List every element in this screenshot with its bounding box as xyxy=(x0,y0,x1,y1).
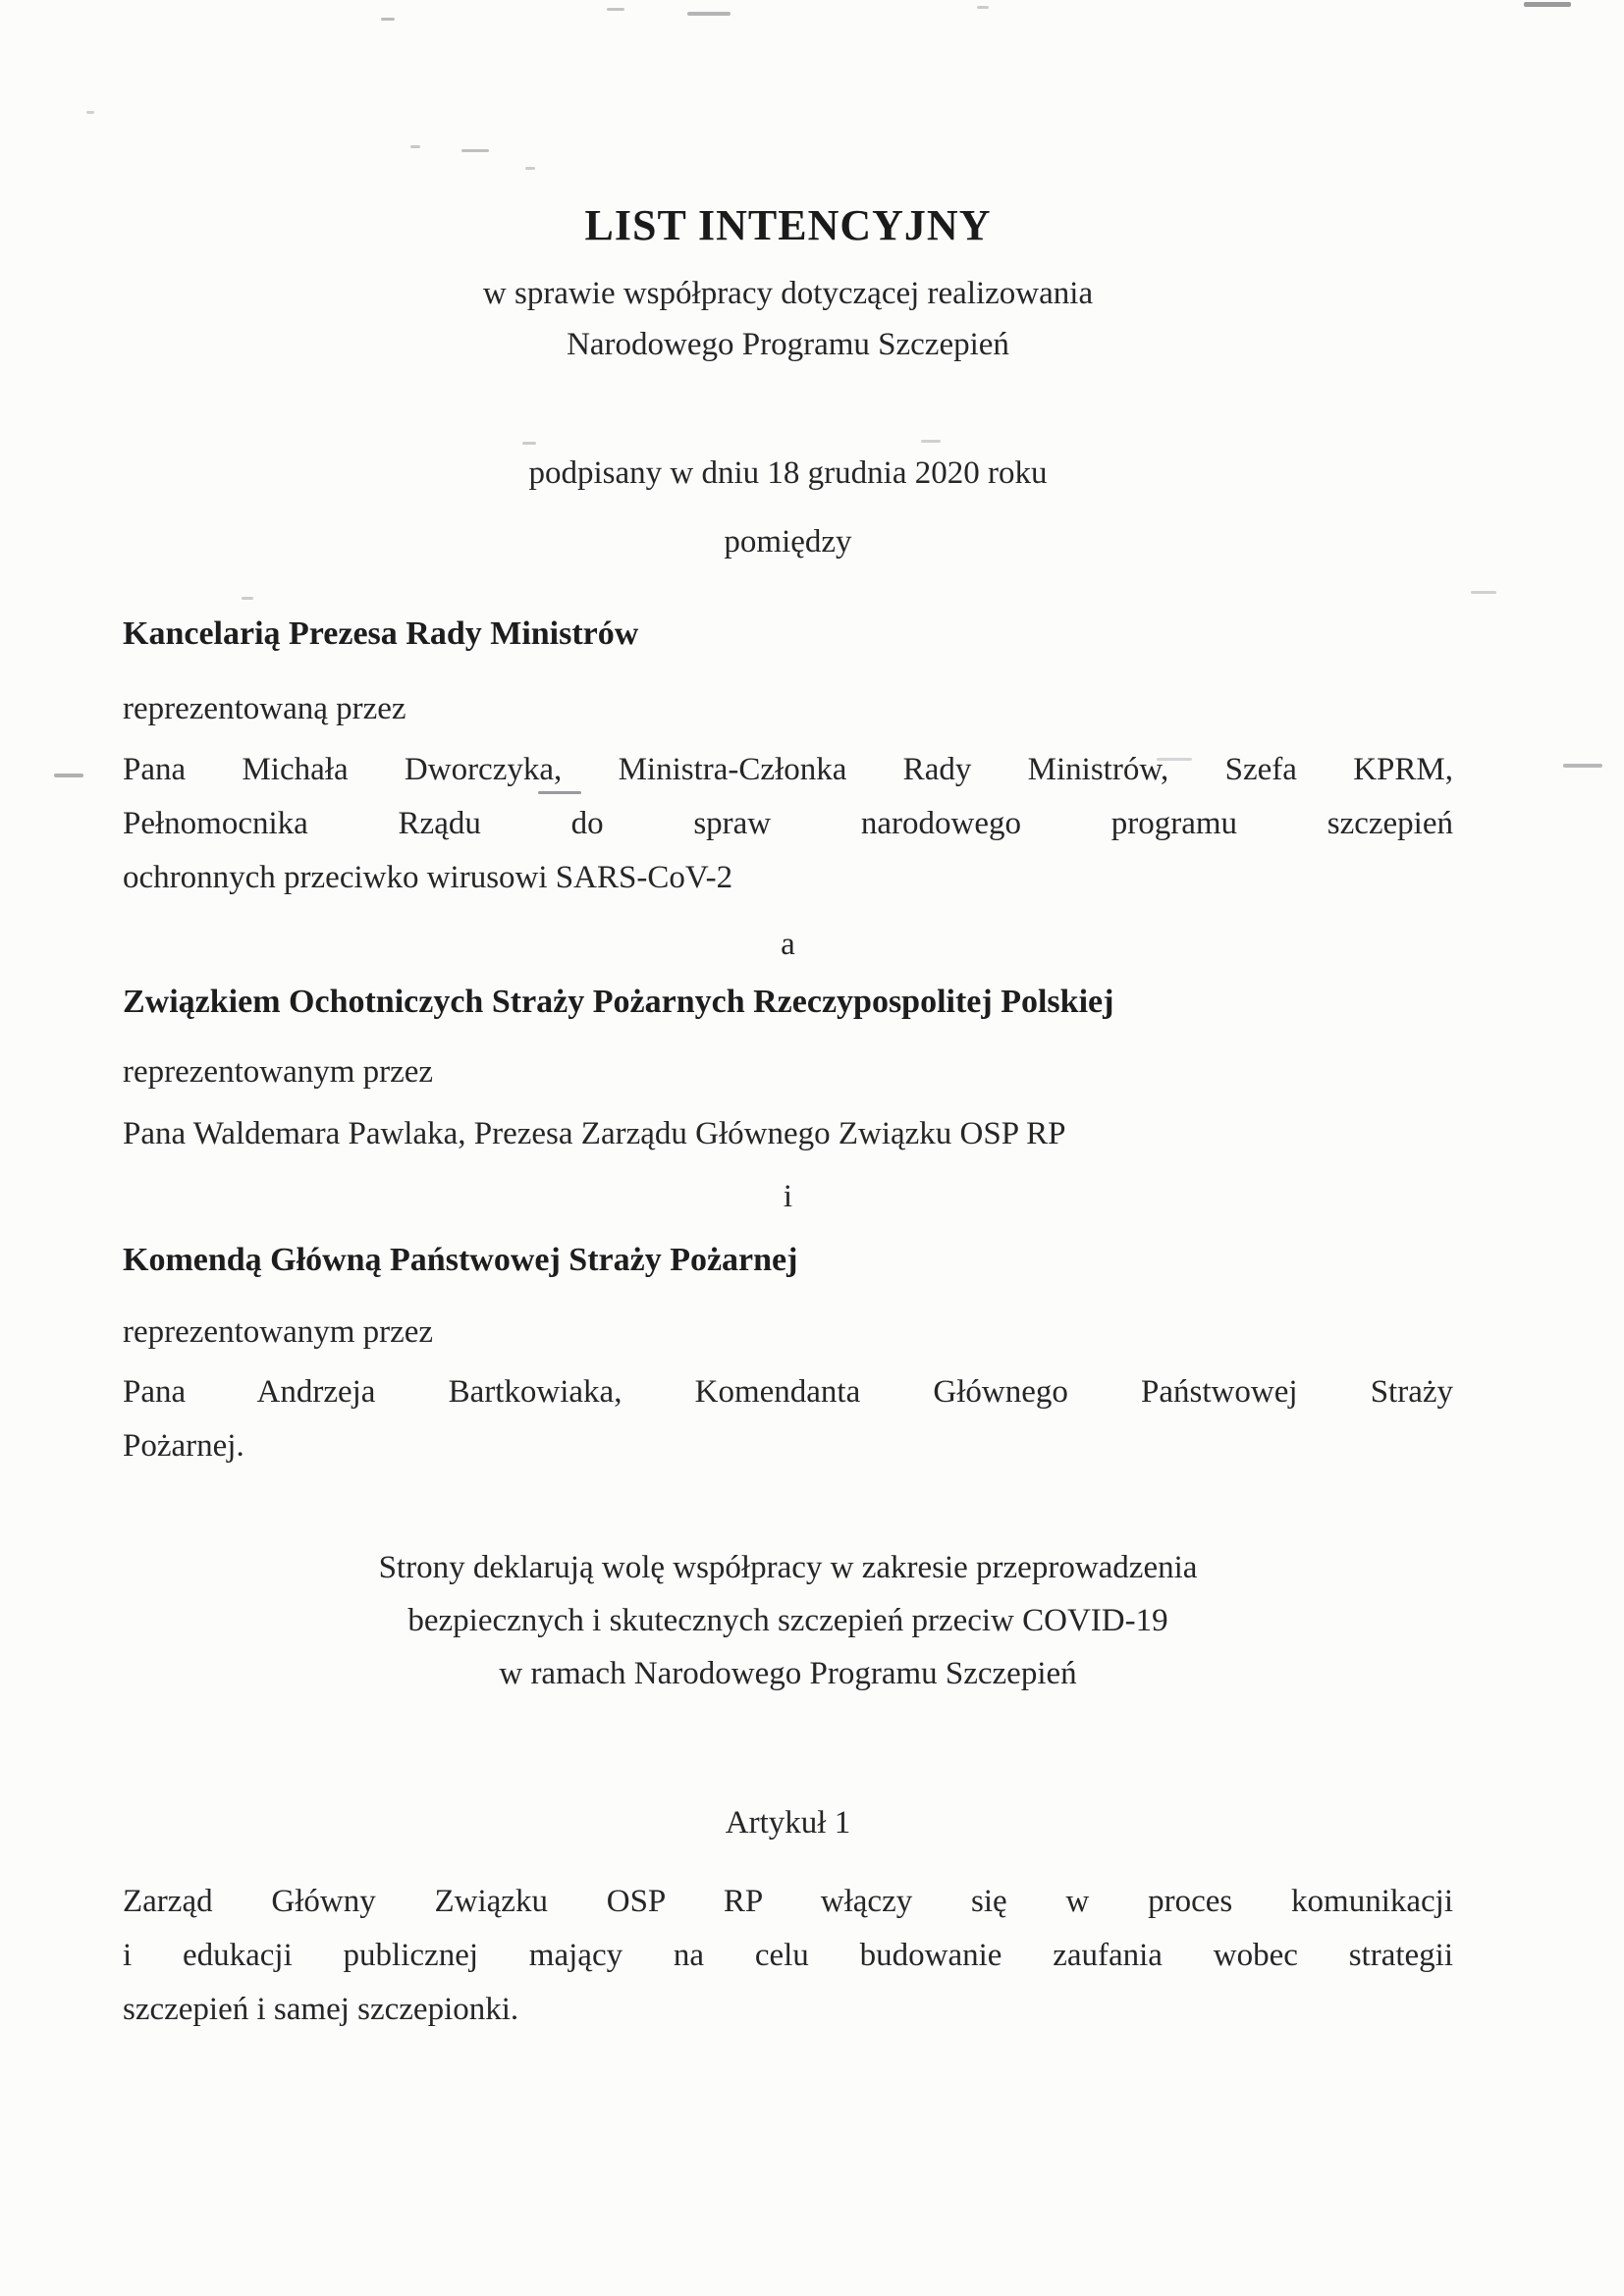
article-1-body-line-3: szczepień i samej szczepionki. xyxy=(123,1992,519,2027)
article-1-body-line-2: i edukacji publicznej mający na celu budowanie zaufania wobec strategii xyxy=(123,1938,1453,1973)
scan-artifact xyxy=(921,440,941,443)
scan-artifact xyxy=(525,167,535,170)
article-1-heading: Artykuł 1 xyxy=(725,1805,851,1841)
scan-artifact xyxy=(522,442,536,445)
party-separator-i: i xyxy=(783,1179,793,1214)
scan-artifact xyxy=(461,149,489,152)
party-1-representative-line-1: Pana Michała Dworczyka, Ministra-Członka Rady Ministrów, Szefa KPRM, xyxy=(123,752,1453,787)
declaration-line-1: Strony deklarują wolę współpracy w zakresie przeprowadzenia xyxy=(378,1550,1198,1585)
party-3-name: Komendą Główną Państwowej Straży Pożarnej xyxy=(123,1242,798,1278)
scan-artifact xyxy=(1524,2,1571,7)
party-separator-a: a xyxy=(781,927,795,962)
party-1-representative-line-2: Pełnomocnika Rządu do spraw narodowego programu szczepień xyxy=(123,806,1453,841)
party-2-representative-line-1: Pana Waldemara Pawlaka, Prezesa Zarządu Głównego Związku OSP RP xyxy=(123,1116,1066,1151)
scan-artifact xyxy=(381,18,395,21)
scan-artifact xyxy=(977,6,989,9)
article-1-paragraph xyxy=(123,1875,1453,2037)
between-word: pomiędzy xyxy=(724,524,852,560)
party-3-representative-line-1: Pana Andrzeja Bartkowiaka, Komendanta Głównego Państwowej Straży xyxy=(123,1374,1453,1410)
party-2-represented-by-label: reprezentowanym przez xyxy=(123,1054,434,1090)
signed-date-line: podpisany w dniu 18 grudnia 2020 roku xyxy=(528,455,1048,491)
party-1-name: Kancelarią Prezesa Rady Ministrów xyxy=(123,615,639,652)
party-1-representative-paragraph xyxy=(123,743,1453,905)
scan-artifact xyxy=(54,774,83,777)
scan-artifact xyxy=(1563,764,1602,768)
party-1-represented-by-label: reprezentowaną przez xyxy=(123,691,406,726)
scan-artifact xyxy=(86,111,94,114)
party-2-name: Związkiem Ochotniczych Straży Pożarnych Rzeczypospolitej Polskiej xyxy=(123,984,1114,1020)
scan-artifact xyxy=(1471,591,1496,594)
party-3-representative-line-2: Pożarnej. xyxy=(123,1428,244,1464)
document-subtitle-line-2: Narodowego Programu Szczepień xyxy=(567,327,1009,362)
party-3-represented-by-label: reprezentowanym przez xyxy=(123,1314,434,1350)
article-1-body-line-1: Zarząd Główny Związku OSP RP włączy się w proces komunikacji xyxy=(123,1884,1453,1919)
scan-artifact xyxy=(607,8,624,11)
declaration-line-3: w ramach Narodowego Programu Szczepień xyxy=(499,1656,1077,1691)
scan-artifact xyxy=(687,12,731,16)
document-subtitle-line-1: w sprawie współpracy dotyczącej realizowania xyxy=(482,276,1094,311)
party-2-representative-paragraph xyxy=(123,1107,1453,1161)
party-3-representative-paragraph xyxy=(123,1365,1453,1473)
declaration-paragraph xyxy=(123,1541,1453,1700)
party-1-representative-line-3: ochronnych przeciwko wirusowi SARS-CoV-2 xyxy=(123,860,733,895)
scan-artifact xyxy=(242,597,253,600)
document-title: LIST INTENCYJNY xyxy=(584,201,992,249)
declaration-line-2: bezpiecznych i skutecznych szczepień przeciw COVID-19 xyxy=(407,1603,1168,1638)
scan-artifact xyxy=(410,145,420,148)
